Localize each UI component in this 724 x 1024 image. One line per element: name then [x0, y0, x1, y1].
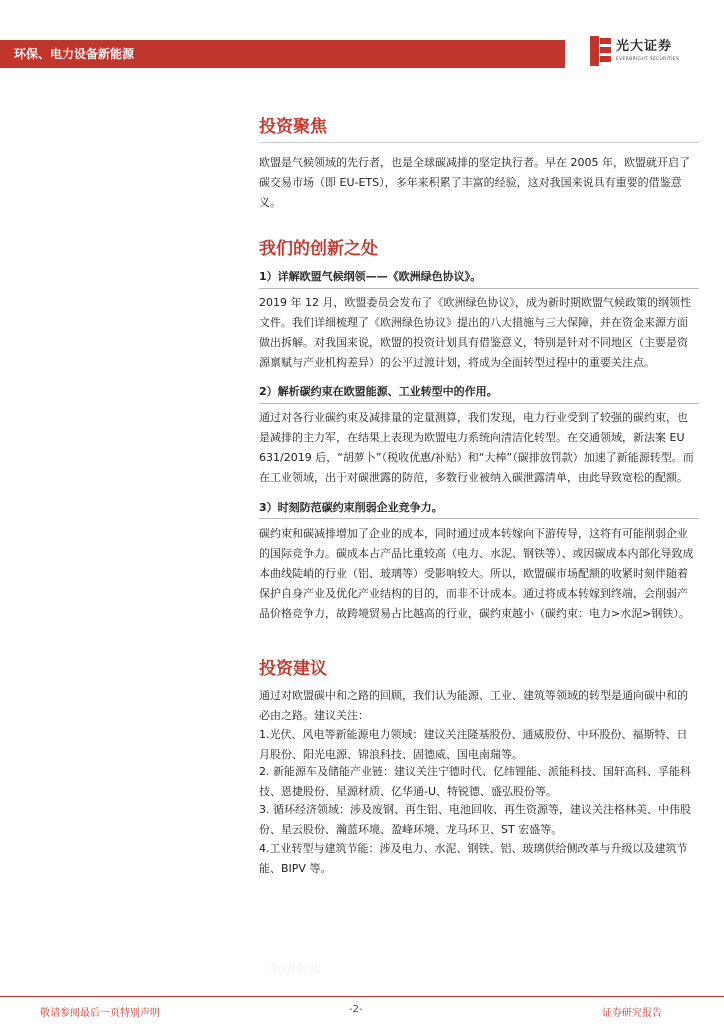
logo-english-name: EVERBRIGHT SECURITIES: [616, 57, 680, 62]
item3-heading: 3）时刻防范碳约束削弱企业竞争力。: [259, 501, 443, 514]
advice-item-3-text: 3. 循环经济领域：涉及废钢、再生铝、电池回收、再生资源等，建议关注格林美、中伟股份、星云股份、瀚蓝环境、盈峰环境、龙马环卫、ST 宏盛等。: [259, 803, 691, 836]
item2-heading: 2）解析碳约束在欧盟能源、工业转型中的作用。: [259, 385, 498, 398]
item2-text: 通过对各行业碳约束及减排量的定量测算，我们发现，电力行业受到了较强的碳约束，也是减排的主力军，在结果上表现为欧盟电力系统向清洁化转型。在交通领域，新法案 EU 631/2019 后，“胡萝卜”（税收优惠/补贴）和“大棒”（碳排放罚款）加速了新能源转型。而在工业领域，出于对碳泄露的防范，多数行业被纳入碳泄露清单，由此导致宽松的配额。: [259, 411, 694, 484]
innovation-section-title: 我们的创新之处: [259, 239, 378, 259]
item1-paragraph: [259, 293, 695, 373]
company-logo: [590, 36, 700, 70]
everbright-logo-icon: [590, 36, 612, 66]
footer-report-type: 证券研究报告: [602, 1008, 662, 1019]
focus-title-divider: [259, 142, 699, 143]
advice-item-1: [259, 725, 695, 765]
advice-item-2-text: 2. 新能源车及储能产业链：建议关注宁德时代、亿纬锂能、派能科技、国轩高科、孚能科技、恩捷股份、星源材质、亿华通-U、特锐德、盛弘股份等。: [259, 765, 691, 798]
footer-disclaimer: 敬请参阅最后一页特别声明: [40, 1008, 160, 1019]
advice-item-2: [259, 762, 695, 802]
page-number: -2-: [349, 1004, 363, 1015]
advice-item-1-text: 1.光伏、风电等新能源电力领域：建议关注隆基股份、通威股份、中环股份、福斯特、日月股份、阳光电源、锦浪科技、固德威、国电南瑞等。: [259, 728, 688, 761]
item1-divider: [259, 288, 699, 289]
focus-section-title: 投资聚焦: [259, 117, 327, 137]
item1-text: 2019 年 12 月，欧盟委员会发布了《欧洲绿色协议》，成为新时期欧盟气候政策的纲领性文件。我们详细梳理了《欧洲绿色协议》提出的八大措施与三大保障，并在资金来源方面做出拆解。对我国来说，欧盟的投资计划具有借鉴意义，特别是针对不同地区（主要是资源禀赋与产业机构差异）的公平过渡计划，将成为全面转型过程中的重要关注点。: [259, 296, 691, 369]
advice-item-4-text: 4.工业转型与建筑节能：涉及电力、水泥、钢铁、铝、玻璃供给侧改革与升级以及建筑节能、BIPV 等。: [259, 842, 688, 875]
advice-intro-paragraph: [259, 686, 695, 726]
item2-paragraph: [259, 408, 695, 488]
header-section-label: 环保、电力设备新能源: [14, 47, 135, 61]
footer-divider: [0, 996, 724, 997]
logo-chinese-name: 光大证券: [616, 39, 673, 54]
advice-item-3: [259, 800, 695, 840]
item2-divider: [259, 403, 699, 404]
focus-paragraph: [259, 153, 695, 213]
item3-divider: [259, 518, 699, 519]
focus-text: 欧盟是气候领域的先行者，也是全球碳减排的坚定执行者。早在 2005 年，欧盟就开启了碳交易市场（即 EU-ETS），多年来积累了丰富的经验，这对我国来说具有重要的借鉴意义。: [259, 156, 690, 209]
item3-paragraph: [259, 524, 695, 624]
advice-section-title: 投资建议: [259, 659, 327, 679]
watermark: 敬请参阅: [270, 962, 323, 976]
item1-heading: 1）详解欧盟气候纲领——《欧洲绿色协议》。: [259, 270, 482, 283]
advice-item-4: [259, 839, 695, 879]
item3-text: 碳约束和碳减排增加了企业的成本，同时通过成本转嫁向下游传导，这将有可能削弱企业的国际竞争力。碳成本占产品比重较高（电力、水泥、钢铁等）、或因碳成本内部化导致成本曲线陡峭的行业（铝、玻璃等）受影响较大。所以，欧盟碳市场配额的收紧时刻伴随着保护自身产业及优化产业结构的目的，而非不计成本。通过将成本转嫁到终端，会削弱产品价格竞争力，故跨境贸易占比越高的行业，碳约束越小（碳约束：电力>水泥>钢铁）。: [259, 527, 694, 620]
advice-intro-text: 通过对欧盟碳中和之路的回顾，我们认为能源、工业、建筑等领域的转型是通向碳中和的必由之路。建议关注：: [259, 689, 688, 722]
